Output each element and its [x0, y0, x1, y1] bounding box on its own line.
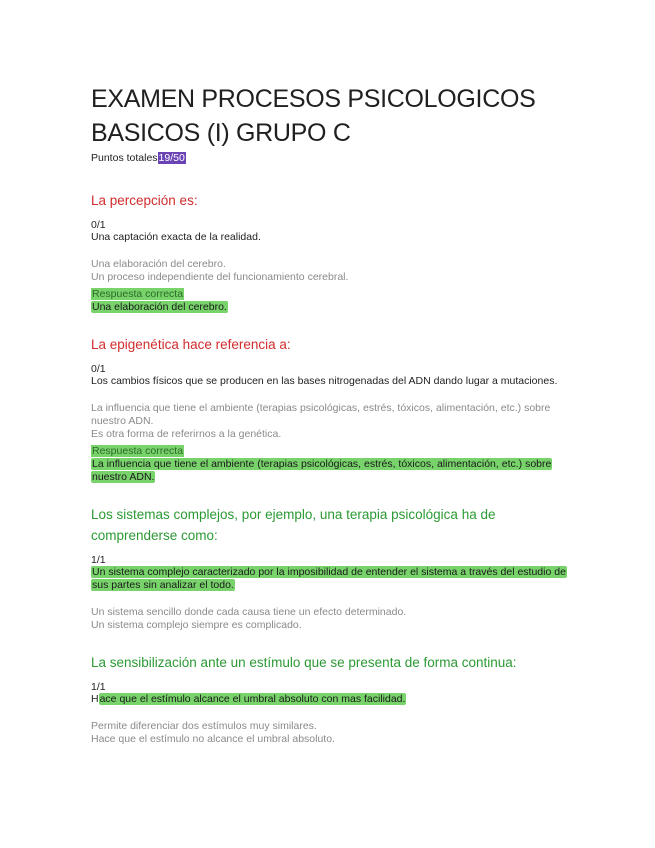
question-4 — [91, 652, 571, 746]
selected-answer — [91, 693, 571, 706]
correct-answer-block — [91, 288, 571, 314]
other-options — [91, 606, 571, 632]
score-badge: 19/50 — [158, 152, 185, 164]
selected-answer-highlight: Un sistema complejo caracterizado por la imposibilidad de entender el sistema a través del estudio de sus partes sin analizar el todo. — [92, 566, 566, 591]
question-title: La epigenética hace referencia a: — [91, 337, 291, 352]
question-title: Los sistemas complejos, por ejemplo, una terapia psicológica ha de comprenderse como: — [91, 507, 496, 543]
exam-title-line2: BASICOS (I) GRUPO C — [91, 119, 351, 147]
total-score — [91, 151, 571, 165]
question-points: 1/1 — [91, 554, 106, 566]
option-item: La influencia que tiene el ambiente (terapias psicológicas, estrés, tóxicos, alimentación, etc.) sobre nuestro ADN. — [91, 402, 551, 427]
option-item: Un proceso independiente del funcionamiento cerebral. — [91, 271, 349, 283]
exam-content — [91, 82, 571, 746]
selected-answer-highlight: ace que el estímulo alcance el umbral absoluto con mas facilidad. — [99, 693, 406, 705]
correct-answer: La influencia que tiene el ambiente (terapias psicológicas, estrés, tóxicos, alimentación, etc.) sobre nuestro ADN. — [92, 458, 552, 483]
option-item: Una elaboración del cerebro. — [91, 258, 226, 270]
question-points: 0/1 — [91, 219, 106, 231]
other-options — [91, 402, 571, 441]
correct-answer-block — [91, 445, 571, 484]
other-options — [91, 258, 571, 284]
option-item: Hace que el estímulo no alcance el umbral absoluto. — [91, 733, 335, 745]
exam-title-line1: EXAMEN PROCESOS PSICOLOGICOS — [91, 85, 536, 113]
score-label: Puntos totales — [91, 152, 158, 164]
correct-answer-label: Respuesta correcta — [92, 445, 184, 457]
question-2 — [91, 334, 571, 484]
selected-answer-prefix: H — [91, 693, 99, 705]
other-options — [91, 720, 571, 746]
question-1 — [91, 190, 571, 314]
exam-title — [91, 82, 571, 150]
question-title: La sensibilización ante un estímulo que se presenta de forma continua: — [91, 655, 517, 670]
question-points: 0/1 — [91, 363, 106, 375]
selected-answer: Los cambios físicos que se producen en las bases nitrogenadas del ADN dando lugar a mutaciones. — [91, 375, 558, 387]
option-item: Un sistema complejo siempre es complicado. — [91, 619, 302, 631]
option-item: Un sistema sencillo donde cada causa tiene un efecto determinado. — [91, 606, 407, 618]
question-3 — [91, 504, 571, 632]
correct-answer-label: Respuesta correcta — [92, 288, 184, 300]
option-item: Es otra forma de referirnos a la genética. — [91, 428, 282, 440]
selected-answer — [91, 566, 571, 592]
correct-answer: Una elaboración del cerebro. — [92, 301, 227, 313]
selected-answer: Una captación exacta de la realidad. — [91, 231, 261, 243]
question-title: La percepción es: — [91, 193, 198, 208]
option-item: Permite diferenciar dos estímulos muy similares. — [91, 720, 317, 732]
question-points: 1/1 — [91, 681, 106, 693]
